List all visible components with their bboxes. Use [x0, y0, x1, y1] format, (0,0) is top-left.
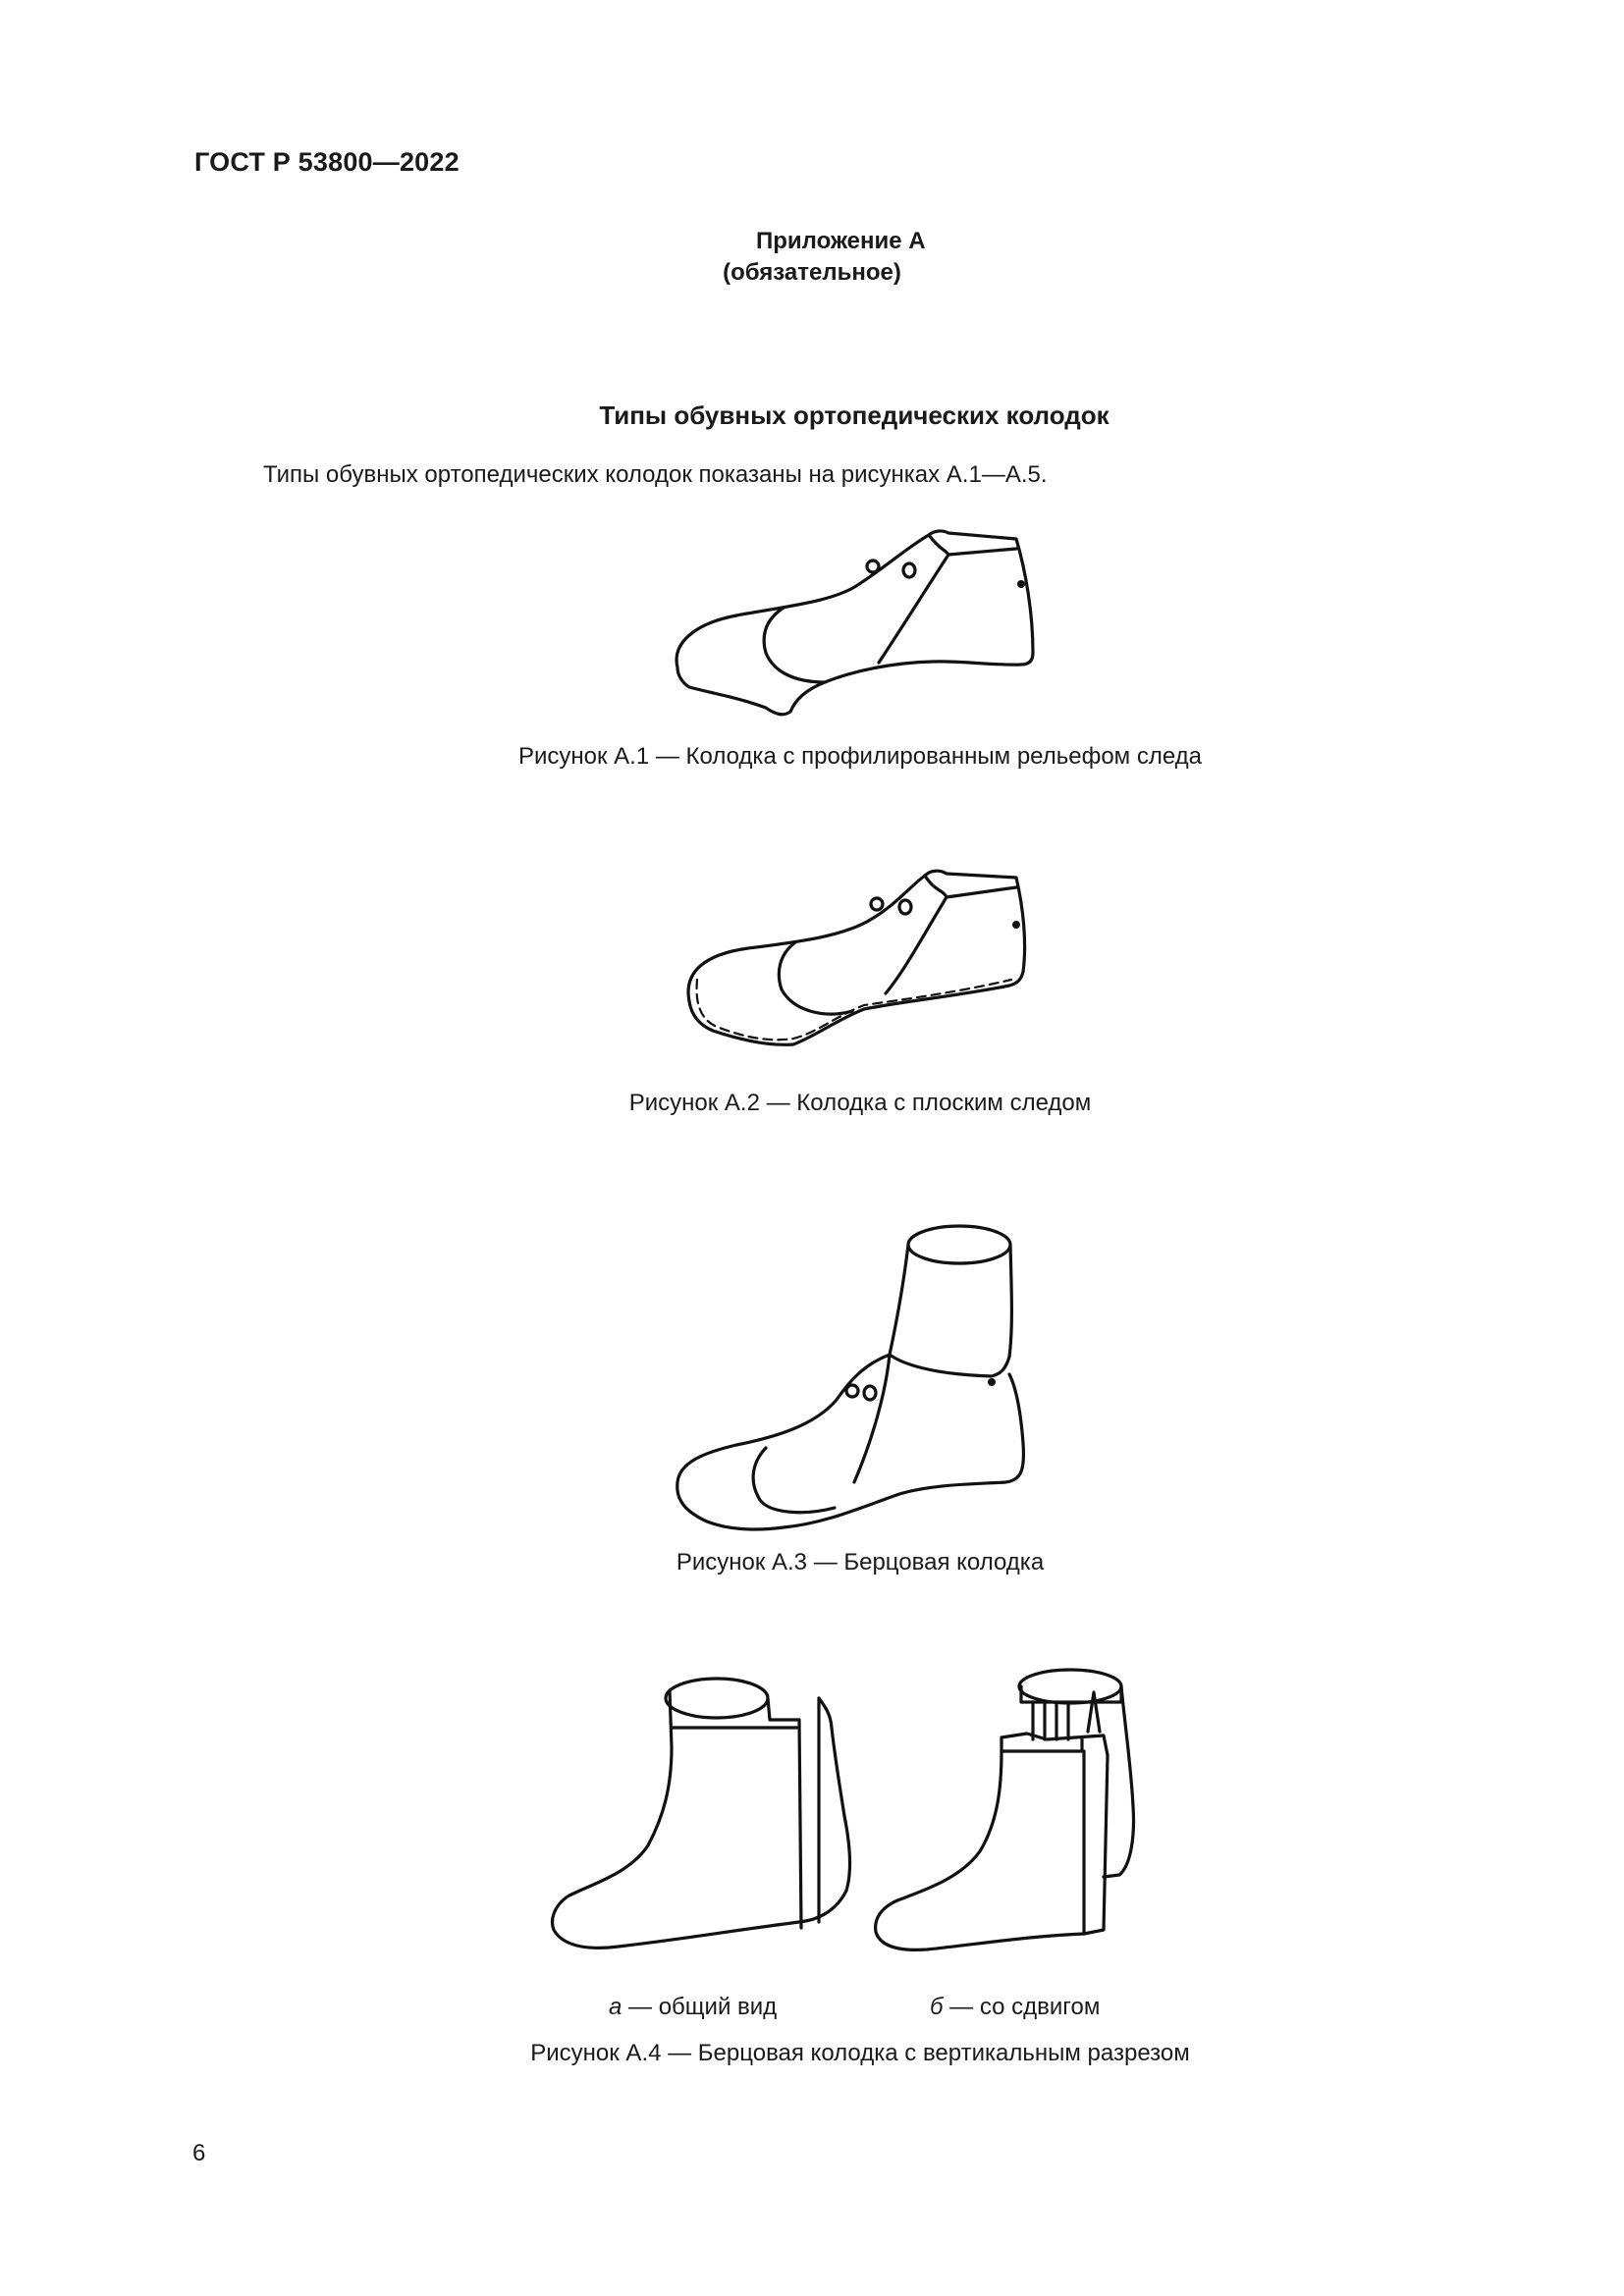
- figure-a3-boot-last-illustration: [668, 1217, 1060, 1541]
- figure-a4b-subcaption: [930, 1994, 1100, 2021]
- intro-paragraph: Типы обувных ортопедических колодок показаны на рисунках А.1—А.5.: [263, 461, 1048, 488]
- page-number: 6: [192, 2140, 206, 2166]
- annex-status: (обязательное): [723, 259, 901, 286]
- figure-a2-shoe-last-illustration: [677, 864, 1070, 1060]
- figure-a4b-text: — со сдвигом: [943, 1994, 1101, 2020]
- figure-a4b-shifted-vertical-cut-boot-last: [854, 1669, 1178, 1963]
- figure-a2-caption: Рисунок А.2 — Колодка с плоским следом: [628, 1090, 1092, 1116]
- figure-a3-caption: Рисунок А.3 — Берцовая колодка: [676, 1549, 1045, 1575]
- section-title: Типы обувных ортопедических колодок: [599, 400, 1110, 430]
- figure-a4-caption: Рисунок А.4 — Берцовая колодка с вертикальным разрезом: [530, 2040, 1190, 2066]
- figure-a1-shoe-last-illustration: [668, 525, 1060, 721]
- document-code: ГОСТ Р 53800—2022: [194, 147, 460, 177]
- figure-a4b-letter: б: [930, 1994, 944, 2020]
- figure-a4a-letter: а: [609, 1994, 623, 2020]
- figure-a4a-text: — общий вид: [622, 1994, 778, 2020]
- figure-a1-caption: Рисунок А.1 — Колодка с профилированным рельефом следа: [517, 743, 1203, 770]
- figure-a4a-subcaption: [609, 1994, 777, 2021]
- annex-title: Приложение А: [756, 228, 926, 254]
- figure-a4a-vertical-cut-boot-last: [540, 1669, 864, 1963]
